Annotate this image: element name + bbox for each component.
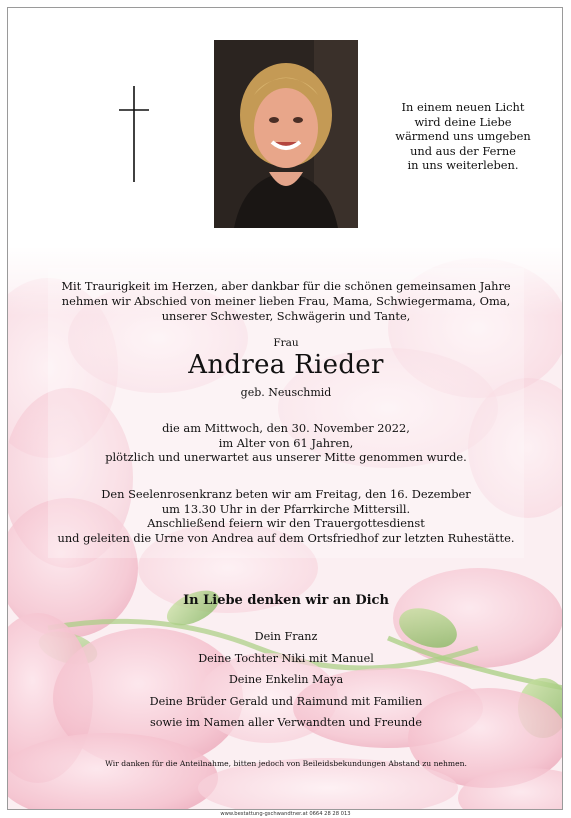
intro-line: unserer Schwester, Schwägerin und Tante,: [161, 309, 411, 323]
death-line: im Alter von 61 Jahren,: [218, 435, 354, 450]
mourner-line: Deine Brüder Gerald und Raimund mit Familien: [149, 694, 423, 708]
portrait-photo: [214, 40, 358, 228]
death-line: die am Mittwoch, den 30. November 2022,: [162, 421, 410, 435]
mourner-line: sowie im Namen aller Verwandten und Freunde: [150, 716, 422, 730]
verse-line: wird deine Liebe: [414, 114, 512, 129]
thanks-note: Wir danken für die Anteilnahme, bitten jedoch von Beileidsbekundungen Abstand zu nehmen.: [105, 759, 467, 768]
footer-contact: www.bestattung-gschwandtner.at 0664 28 28 013: [220, 811, 351, 817]
latin-cross-icon: [118, 86, 150, 182]
service-line: und geleiten die Urne von Andrea auf dem Ortsfriedhof zur letzten Ruhestätte.: [57, 530, 515, 545]
verse-line: In einem neuen Licht: [401, 100, 525, 114]
intro-line: nehmen wir Abschied von meiner lieben Frau, Mama, Schwiegermama, Oma,: [61, 294, 511, 308]
mourner-line: Deine Enkelin Maya: [228, 673, 344, 687]
service-line: Den Seelenrosenkranz beten wir am Freitag, den 16. Dezember: [101, 487, 471, 501]
service-line: Anschließend feiern wir den Trauergottesdienst: [147, 516, 425, 531]
salutation: Frau: [273, 337, 299, 349]
obituary-card: [7, 7, 563, 810]
death-line: plötzlich und unerwartet aus unserer Mitte genommen wurde.: [105, 450, 467, 465]
mourner-line: Dein Franz: [254, 630, 318, 643]
death-details: [8, 421, 563, 465]
love-heading: In Liebe denken wir an Dich: [183, 593, 389, 608]
verse-line: in uns weiterleben.: [407, 158, 519, 173]
birth-name: geb. Neuschmid: [240, 386, 332, 399]
mourners-list: [8, 626, 563, 734]
intro-text: [8, 279, 563, 324]
mourner-line: Deine Tochter Niki mit Manuel: [198, 651, 374, 665]
deceased-name: Andrea Rieder: [188, 350, 384, 380]
service-details: [8, 487, 563, 545]
verse-line: wärmend uns umgeben: [395, 129, 531, 144]
service-line: um 13.30 Uhr in der Pfarrkirche Mittersill.: [161, 501, 411, 516]
verse-line: und aus der Ferne: [410, 143, 516, 158]
verse: [368, 100, 558, 173]
intro-line: Mit Traurigkeit im Herzen, aber dankbar für die schönen gemeinsamen Jahre: [61, 279, 511, 293]
